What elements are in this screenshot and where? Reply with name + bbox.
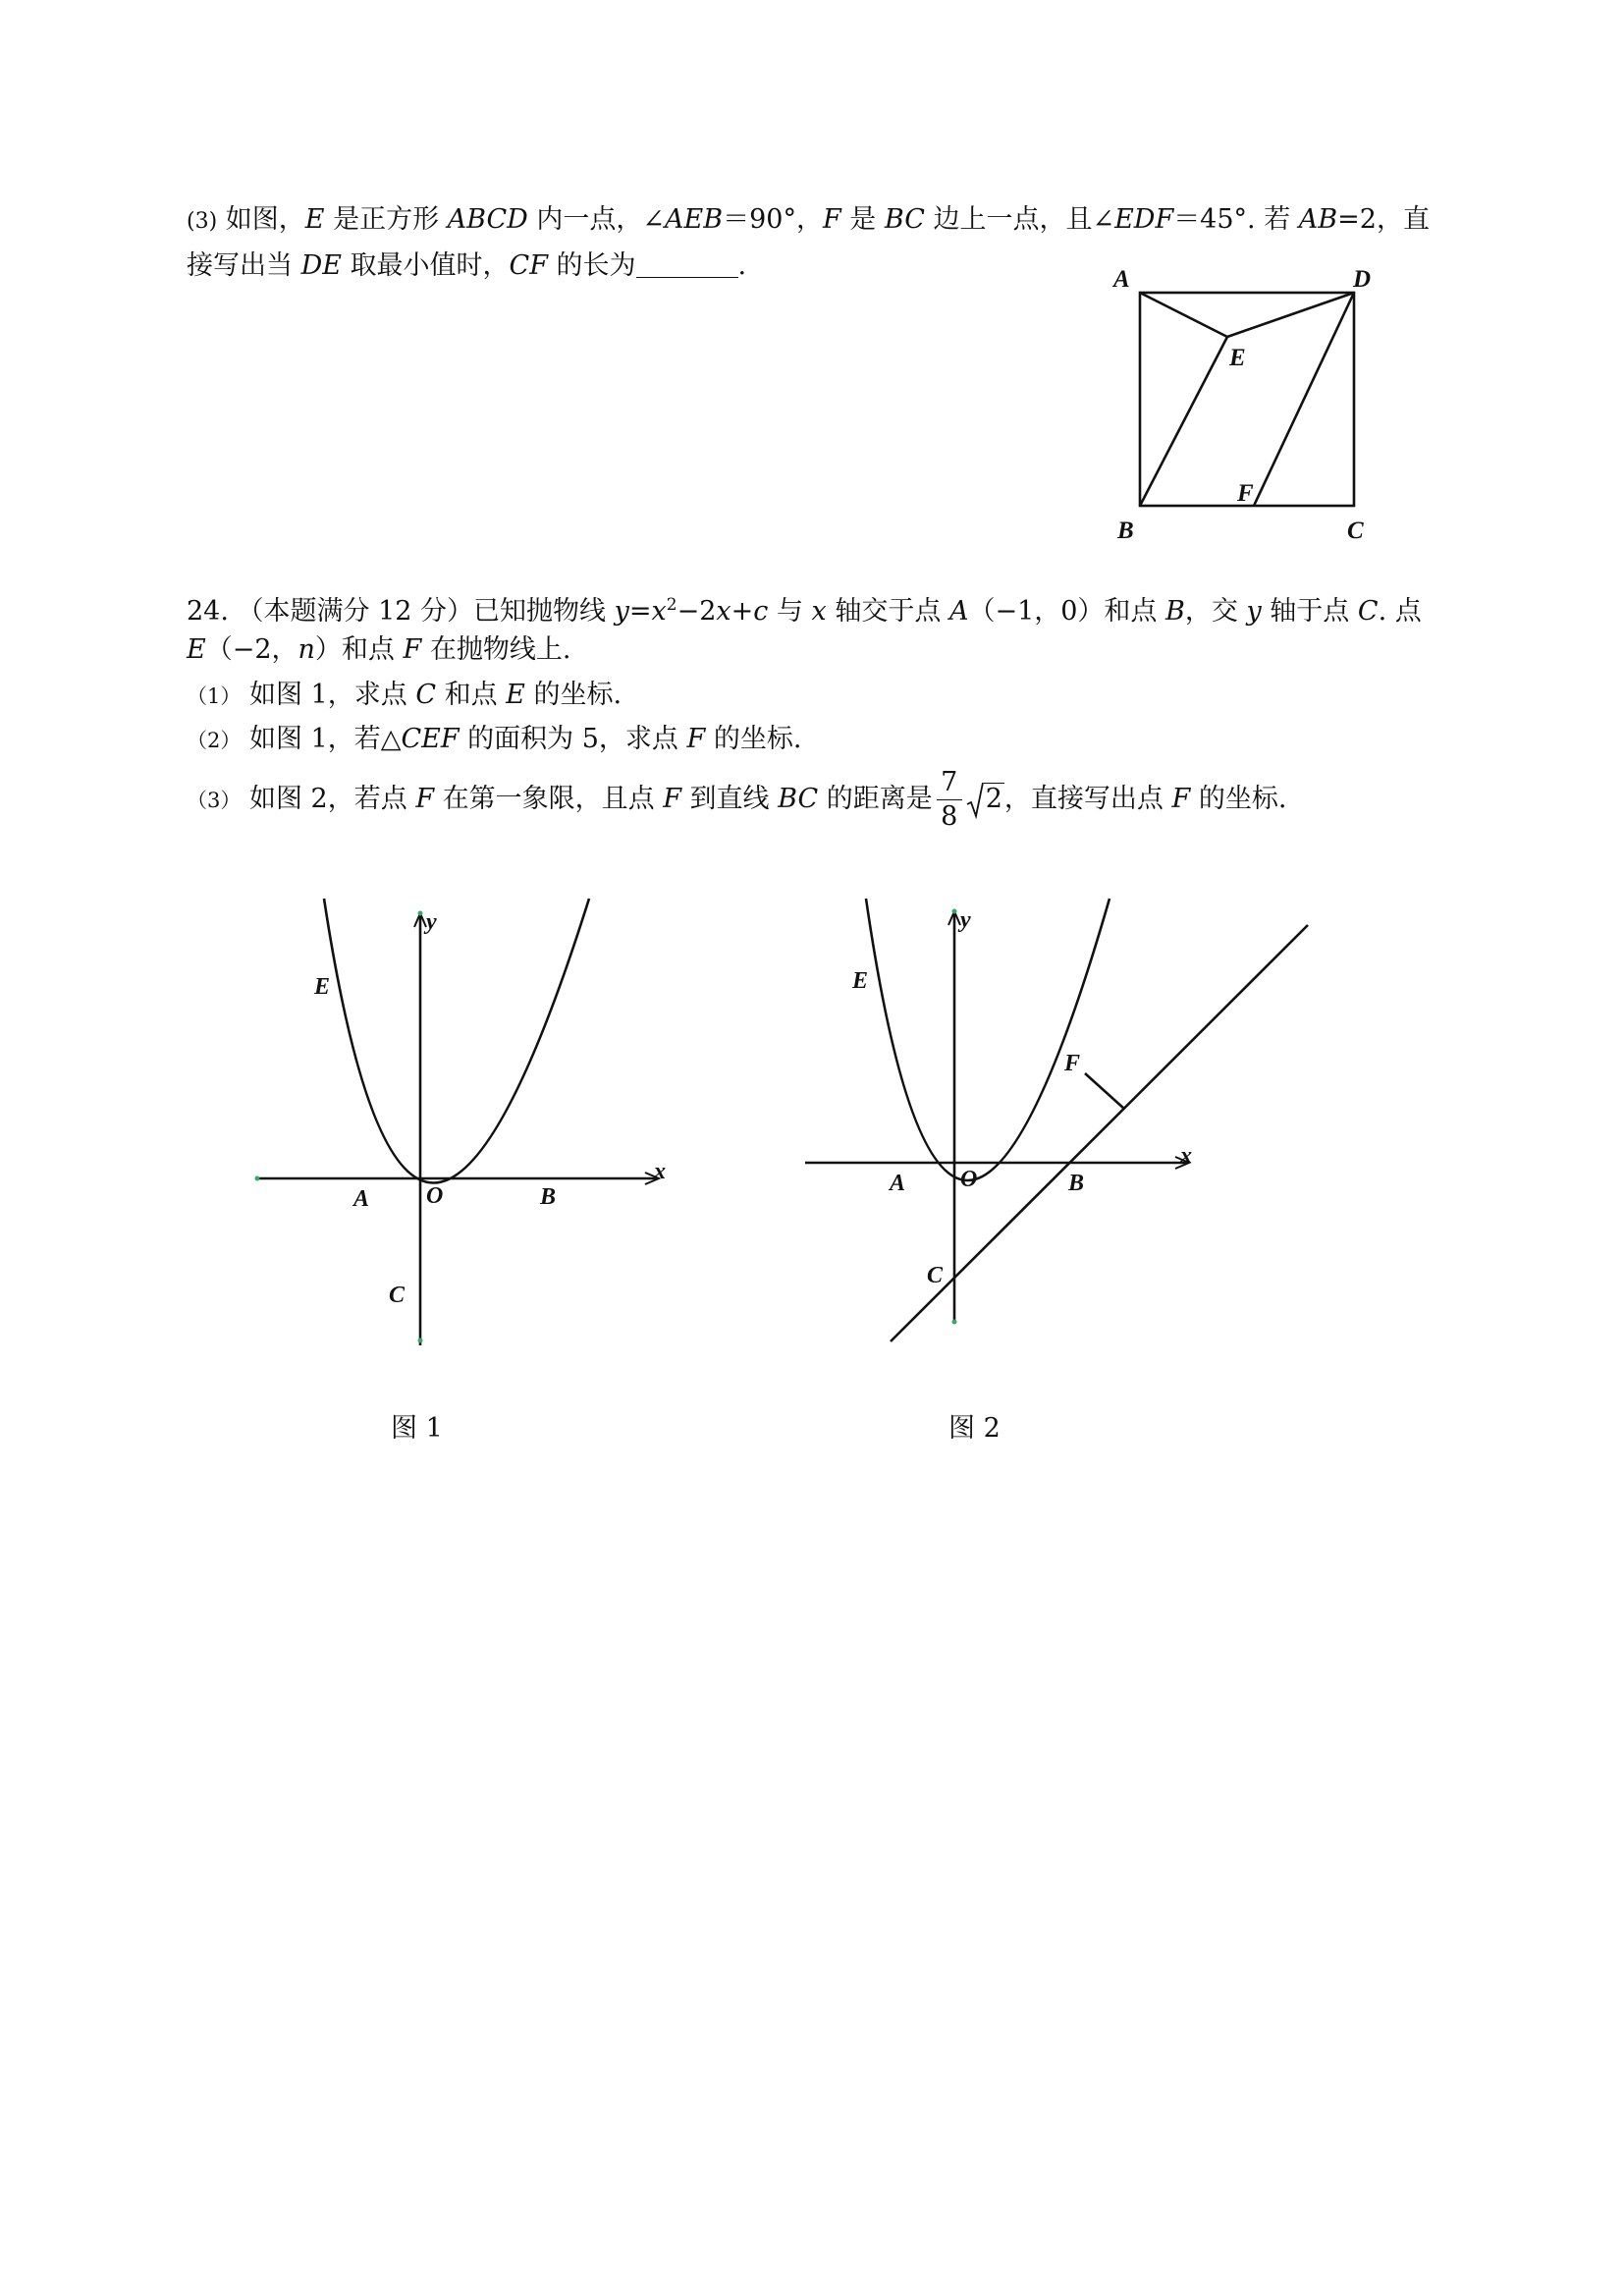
square-abcd: [1140, 293, 1354, 506]
axis-endpoint-dot: [418, 911, 423, 916]
square-figure: [1100, 253, 1372, 558]
segment-ae: [1140, 293, 1227, 337]
axis-endpoint-dot: [952, 1320, 957, 1325]
q24-line-1: 24. （本题满分 12 分）已知抛物线 $y=x^2-2x+c$ 与 x 轴交于点 A（−1，0）和点 B，交 y 轴于点 C. 点: [187, 595, 1422, 627]
label-c: C: [927, 1263, 944, 1288]
figure-2-caption: 图 2: [948, 1413, 1001, 1444]
label-x: x: [654, 1159, 666, 1184]
segment-be: [1140, 337, 1227, 506]
axis-endpoint-dot: [255, 1176, 260, 1181]
label-b: B: [1117, 518, 1134, 544]
figure-1-caption: 图 1: [391, 1413, 443, 1444]
axis-endpoint-dot: [952, 909, 957, 914]
label-y: y: [960, 907, 971, 933]
label-c: C: [1347, 518, 1364, 544]
q24-part-3: （3） 如图 2，若点 F 在第一象限，且点 F 到直线 BC 的距离是 $\frac{7}{8}$ 2，直接写出点 F 的坐标.: [187, 767, 1287, 832]
label-y: y: [426, 909, 437, 935]
q3-line-1: (3) 如图，E 是正方形 ABCD 内一点，∠AEB＝90°，F 是 BC 边上一点，且∠EDF＝45°. 若 AB=2，直: [187, 204, 1430, 235]
q24-line-2: E（−2，n）和点 F 在抛物线上.: [187, 634, 571, 665]
parabola: [866, 899, 1110, 1180]
label-o: O: [426, 1183, 444, 1209]
figure-2: [797, 884, 1327, 1345]
answer-blank: [636, 251, 738, 278]
label-e: E: [1229, 345, 1246, 371]
label-c: C: [389, 1283, 406, 1308]
q24-part-2: （2） 如图 1，若△CEF 的面积为 5，求点 F 的坐标.: [187, 724, 802, 754]
label-f: F: [1064, 1051, 1081, 1076]
label-b: B: [1068, 1171, 1085, 1196]
q24-part-1: （1） 如图 1，求点 C 和点 E 的坐标.: [187, 680, 623, 710]
label-o: O: [960, 1167, 978, 1192]
fraction-7-8: $\frac{7}{8}$: [937, 766, 962, 834]
axis-endpoint-dot: [418, 1339, 423, 1343]
sqrt-sign: [966, 781, 984, 820]
q3-number: (3): [187, 209, 218, 234]
label-x: x: [1180, 1143, 1192, 1169]
label-a: A: [353, 1186, 370, 1212]
label-a: A: [890, 1171, 906, 1196]
label-d: D: [1353, 266, 1372, 293]
label-e: E: [852, 968, 869, 994]
sqrt-radicand: 2: [985, 784, 1002, 814]
figure-1: [245, 884, 677, 1345]
label-e: E: [314, 974, 331, 1000]
q3-line-2: 接写出当 DE 取最小值时，CF 的长为 .: [187, 250, 747, 281]
parabola: [324, 899, 589, 1183]
segment-df: [1254, 293, 1354, 506]
label-f: F: [1237, 480, 1254, 507]
perpendicular-f: [1085, 1073, 1124, 1109]
label-b: B: [540, 1184, 557, 1210]
label-a: A: [1113, 266, 1130, 293]
